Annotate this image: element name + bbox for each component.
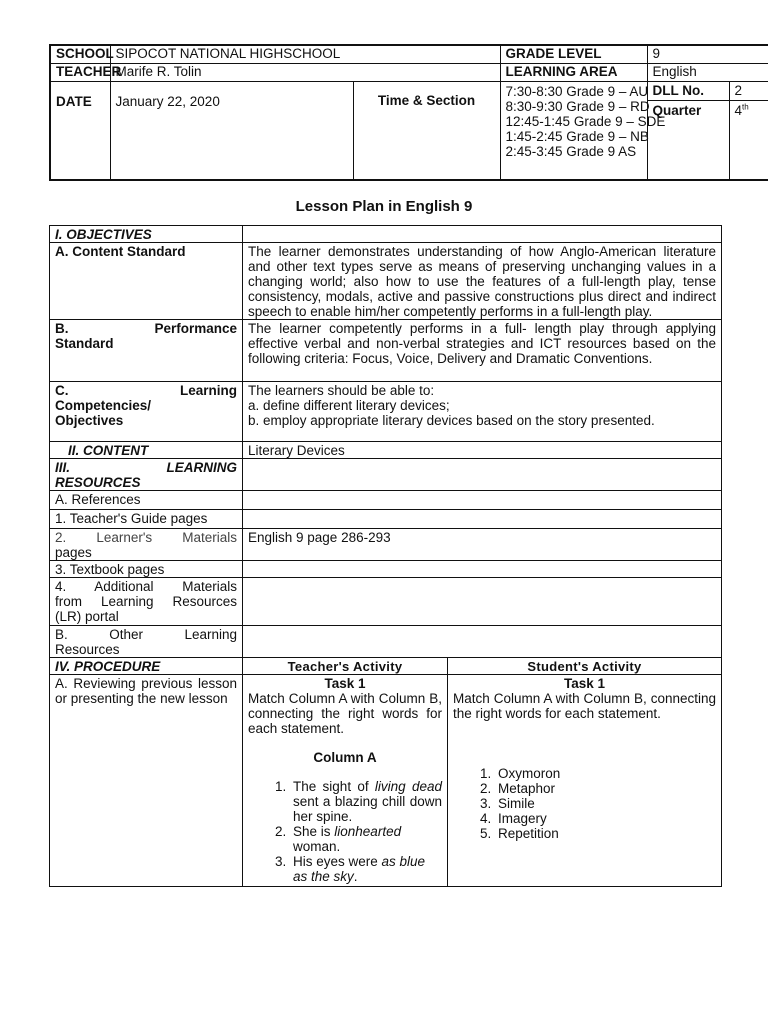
- column-b-list: [453, 766, 716, 841]
- quarter-label: Quarter: [652, 103, 702, 118]
- procedure-heading: IV. PROCEDURE: [50, 658, 243, 675]
- content-heading: II. CONTENT: [50, 442, 243, 459]
- teacher-label: TEACHER: [50, 64, 110, 82]
- other-resources-blank: [243, 626, 722, 658]
- competencies-label-line1: C. Learning: [55, 383, 237, 398]
- time-section-item: 12:45-1:45 Grade 9 – SDE: [505, 114, 666, 129]
- teacher-task-title: Task 1: [324, 676, 366, 691]
- column-a-title: Column A: [313, 750, 377, 765]
- content-standard-label: A. Content Standard: [50, 243, 243, 320]
- additional-materials-label: [50, 578, 243, 626]
- list-item: 1. The sight of living dead sent a blazing chill down her spine.: [290, 779, 442, 824]
- teacher-value: Marife R. Tolin: [110, 64, 500, 82]
- additional-materials-line3: (LR) portal: [55, 609, 119, 624]
- time-section-item: 2:45-3:45 Grade 9 AS: [505, 144, 637, 159]
- student-task-cell: [448, 675, 722, 887]
- learners-materials-line1: 2. Learner's Materials: [55, 530, 237, 545]
- dll-value: 2: [730, 82, 768, 101]
- teachers-guide-label: 1. Teacher's Guide pages: [50, 510, 243, 529]
- competencies-label-line2: Competencies/: [55, 398, 152, 413]
- additional-materials-blank: [243, 578, 722, 626]
- list-item: 4. Imagery: [495, 811, 716, 826]
- learning-area-label: LEARNING AREA: [500, 64, 647, 82]
- grade-level-label: GRADE LEVEL: [500, 45, 647, 64]
- time-section-label: Time & Section: [353, 82, 500, 181]
- lesson-plan-table: [49, 225, 722, 887]
- textbook-pages-blank: [243, 561, 722, 578]
- learners-materials-value: English 9 page 286-293: [243, 529, 722, 561]
- competencies-text: [243, 382, 722, 442]
- dll-quarter-labels: [647, 82, 729, 181]
- quarter-suffix: th: [742, 102, 749, 112]
- list-item: 2. She is lionhearted woman.: [290, 824, 442, 854]
- header-table: [49, 44, 768, 181]
- teacher-task-cell: [243, 675, 448, 887]
- performance-standard-label: [50, 320, 243, 382]
- resources-heading: [50, 459, 243, 491]
- competencies-intro: The learners should be able to:: [248, 383, 435, 398]
- learners-materials-label: [50, 529, 243, 561]
- resources-heading-line2: RESOURCES: [55, 475, 141, 490]
- performance-standard-label-line2: Standard: [55, 336, 114, 351]
- content-value: Literary Devices: [243, 442, 722, 459]
- page-title: Lesson Plan in English 9: [295, 198, 473, 215]
- grade-level-value: 9: [647, 45, 768, 64]
- review-lesson-label: A. Reviewing previous lesson or presenting the new lesson: [50, 675, 243, 887]
- column-a-list: [248, 779, 442, 884]
- student-task-text: Match Column A with Column B, connecting the right words for each statement.: [453, 691, 716, 721]
- resources-heading-line1: III. LEARNING: [55, 460, 237, 475]
- teacher-task-text: Match Column A with Column B, connecting the right words for each statement.: [248, 691, 442, 736]
- other-resources-label: [50, 626, 243, 658]
- other-resources-line2: Resources: [55, 642, 120, 657]
- performance-standard-label-line1: B. Performance: [55, 321, 237, 336]
- list-item: 5. Repetition: [495, 826, 716, 841]
- competencies-label-line3: Objectives: [55, 413, 124, 428]
- references-label: A. References: [50, 491, 243, 510]
- school-value: SIPOCOT NATIONAL HIGHSCHOOL: [110, 45, 500, 64]
- additional-materials-line1: 4. Additional Materials: [55, 579, 237, 594]
- student-activity-heading: Student's Activity: [448, 658, 722, 675]
- teachers-guide-blank: [243, 510, 722, 529]
- additional-materials-line2: from Learning Resources: [55, 594, 237, 609]
- list-item: 2. Metaphor: [495, 781, 716, 796]
- list-item: 3. His eyes were as blue as the sky.: [290, 854, 442, 884]
- time-section-item: 8:30-9:30 Grade 9 – RD: [505, 99, 650, 114]
- date-label: DATE: [50, 82, 110, 181]
- performance-standard-text: The learner competently performs in a full- length play through applying effective verbal and non-verbal strategies and ICT resources based on the following criteria: Focus, Voice, Delivery and Dramatic Conventions.: [243, 320, 722, 382]
- textbook-pages-label: 3. Textbook pages: [50, 561, 243, 578]
- competency-a: a. define different literary devices;: [248, 398, 450, 413]
- learning-area-value: English: [647, 64, 768, 82]
- objectives-heading: I. OBJECTIVES: [50, 226, 243, 243]
- objectives-heading-blank: [243, 226, 722, 243]
- student-task-title: Task 1: [563, 676, 606, 691]
- competencies-label: [50, 382, 243, 442]
- time-section-list: [500, 82, 666, 181]
- dll-label: DLL No.: [648, 82, 729, 101]
- other-resources-line1: B. Other Learning: [55, 627, 237, 642]
- list-item: 1. Oxymoron: [495, 766, 716, 781]
- quarter-value: [730, 101, 768, 120]
- time-section-item: 1:45-2:45 Grade 9 – NB: [505, 129, 649, 144]
- resources-heading-blank: [243, 459, 722, 491]
- learners-materials-line2: pages: [55, 545, 92, 560]
- dll-quarter-values: [729, 82, 768, 181]
- date-value: January 22, 2020: [110, 82, 353, 181]
- competency-b: b. employ appropriate literary devices based on the story presented.: [248, 413, 655, 428]
- time-section-item: 7:30-8:30 Grade 9 – AU: [505, 84, 649, 99]
- school-label: SCHOOL: [50, 45, 110, 64]
- content-standard-text: The learner demonstrates understanding of how Anglo-American literature and other text types serve as means of preserving unchanging values in a changing world; also how to use the features of a full-length play, tense consistency, modals, active and passive constructions plus direct and indirect speech to enable him/her competently performs in a full-length play.: [243, 243, 722, 320]
- teacher-activity-heading: Teacher's Activity: [243, 658, 448, 675]
- references-blank: [243, 491, 722, 510]
- list-item: 3. Simile: [495, 796, 716, 811]
- spacer: [453, 721, 716, 766]
- quarter-number: 4: [734, 103, 743, 118]
